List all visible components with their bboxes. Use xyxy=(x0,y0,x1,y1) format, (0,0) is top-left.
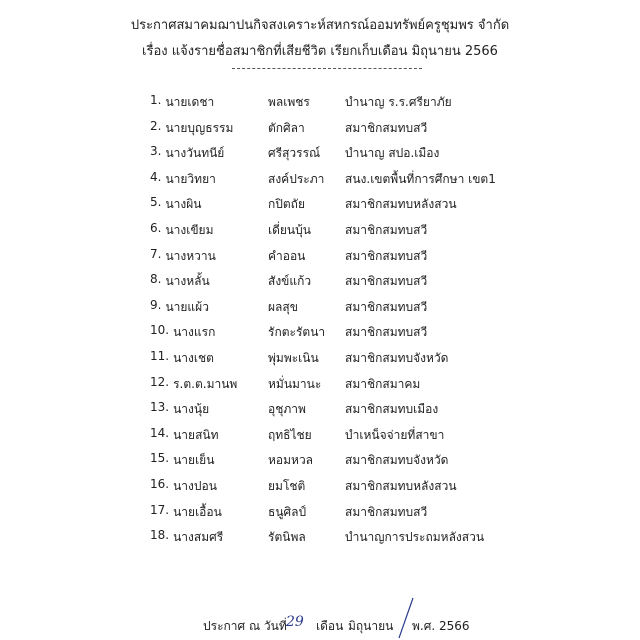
member-name: นายสนิท xyxy=(173,427,219,442)
member-unit: สมาชิกสมทบสวี xyxy=(345,248,428,263)
member-row xyxy=(0,477,640,495)
member-name: นางเชต xyxy=(173,351,214,365)
member-name: นางวันทนีย์ xyxy=(165,146,225,161)
member-name: นางหวาน xyxy=(165,248,216,263)
member-row xyxy=(0,426,640,444)
member-surname: รัตนิพล xyxy=(268,530,306,545)
member-number: 14. xyxy=(150,425,170,440)
member-unit: บำเหน็จจ่ายที่สาขา xyxy=(345,427,445,442)
member-surname: ธนูศิลป์ xyxy=(268,504,307,519)
member-row xyxy=(0,247,640,265)
member-surname: กปิตถัย xyxy=(268,197,305,212)
member-row xyxy=(0,503,640,521)
member-number: 10. xyxy=(150,323,170,338)
member-number: 18. xyxy=(150,528,170,543)
announce-month: มิถุนายน xyxy=(348,619,394,633)
member-name: นายบุญธรรม xyxy=(165,120,234,135)
member-unit: บำนาญ สปอ.เมือง xyxy=(345,146,440,161)
member-surname: สังข์แก้ว xyxy=(268,274,312,289)
announcement-footer xyxy=(0,614,640,637)
member-unit: สนง.เขตพื้นที่การศึกษา เขต1 xyxy=(345,171,496,186)
member-unit: บำนาญการประถมหลังสวน xyxy=(345,530,485,545)
member-unit: สมาชิกสมทบสวี xyxy=(345,504,428,519)
member-unit: บำนาญ ร.ร.ศรียาภัย xyxy=(345,95,452,109)
member-unit: สมาชิกสมทบเมือง xyxy=(345,402,439,417)
member-surname: เดี่ยนบุ้น xyxy=(268,223,311,237)
member-number: 16. xyxy=(150,477,170,491)
member-row xyxy=(0,451,640,469)
member-number: 7. xyxy=(150,246,162,261)
member-name: นางหลั้น xyxy=(165,274,210,289)
member-surname: ตักศิลา xyxy=(268,120,305,135)
header-line-2: เรื่อง แจ้งรายชื่อสมาชิกที่เสียชีวิต เรียกเก็บเดือน มิถุนายน 2566 xyxy=(142,44,498,59)
member-number: 2. xyxy=(150,118,162,133)
handwritten-day: 29 xyxy=(286,614,304,630)
member-unit: สมาชิกสมทบจังหวัด xyxy=(345,453,449,468)
member-name: นางผิน xyxy=(165,197,202,212)
member-unit: สมาชิกสมทบสวี xyxy=(345,299,428,314)
member-unit: สมาชิกสมทบสวี xyxy=(345,223,428,237)
member-number: 3. xyxy=(150,144,162,159)
announce-date-label: ประกาศ ณ วันที่ xyxy=(203,619,287,633)
member-name: นางปอน xyxy=(173,479,217,493)
member-surname: ศรีสุวรรณ์ xyxy=(268,146,321,161)
member-unit: สมาชิกสมทบสวี xyxy=(345,120,428,135)
member-row xyxy=(0,323,640,341)
member-number: 15. xyxy=(150,451,170,466)
member-name: นางแรก xyxy=(173,325,216,340)
member-number: 17. xyxy=(150,502,170,517)
member-number: 12. xyxy=(150,374,170,389)
member-surname: ยมโชติ xyxy=(268,479,306,493)
member-row xyxy=(0,195,640,213)
member-name: นายวิทยา xyxy=(165,171,216,186)
member-unit: สมาชิกสมทบสวี xyxy=(345,274,428,289)
member-number: 9. xyxy=(150,297,162,312)
member-row xyxy=(0,528,640,546)
member-row xyxy=(0,93,640,111)
member-number: 4. xyxy=(150,169,162,184)
member-row xyxy=(0,170,640,188)
member-row xyxy=(0,400,640,418)
member-name: นายเดชา xyxy=(165,95,215,109)
month-label: เดือน xyxy=(316,619,344,633)
member-surname: ฤทธิไชย xyxy=(268,427,312,442)
member-row xyxy=(0,272,640,290)
member-name: นายแผ้ว xyxy=(165,299,209,314)
member-row xyxy=(0,349,640,367)
member-unit: สมาชิกสมทบสวี xyxy=(345,325,428,340)
announce-year: พ.ศ. 2566 xyxy=(412,619,470,633)
member-unit: สมาชิกสมทบจังหวัด xyxy=(345,351,449,365)
member-number: 11. xyxy=(150,349,170,363)
member-surname: หอมหวล xyxy=(268,453,314,468)
member-unit: สมาชิกสมาคม xyxy=(345,376,421,391)
member-number: 5. xyxy=(150,195,162,210)
member-unit: สมาชิกสมทบหลังสวน xyxy=(345,479,457,493)
member-surname: หมั่นมานะ xyxy=(268,376,322,391)
member-row xyxy=(0,298,640,316)
member-name: นางเขียม xyxy=(165,223,214,237)
member-name: นายเอื้อน xyxy=(173,504,222,519)
member-number: 8. xyxy=(150,272,162,287)
member-surname: พุ่มพะเนิน xyxy=(268,351,319,365)
handwritten-stroke xyxy=(395,596,415,640)
header-line-1: ประกาศสมาคมฌาปนกิจสงเคราะห์สหกรณ์ออมทรัพย์ครูชุมพร จำกัด xyxy=(130,18,510,33)
member-row xyxy=(0,221,640,239)
header-divider xyxy=(232,68,422,69)
member-name: ร.ต.ต.มานพ xyxy=(173,376,238,391)
member-number: 13. xyxy=(150,400,170,415)
member-surname: อุชุภาพ xyxy=(268,402,306,417)
member-row xyxy=(0,144,640,162)
member-surname: พลเพชร xyxy=(268,95,310,109)
member-name: นายเย็น xyxy=(173,453,215,468)
member-number: 1. xyxy=(150,93,162,107)
member-unit: สมาชิกสมทบหลังสวน xyxy=(345,197,457,212)
member-number: 6. xyxy=(150,221,162,235)
member-name: นางสมศรี xyxy=(173,530,224,545)
member-surname: รักตะรัตนา xyxy=(268,325,326,340)
member-row xyxy=(0,375,640,393)
member-surname: ผลสุข xyxy=(268,299,298,314)
member-surname: คำออน xyxy=(268,248,306,263)
member-row xyxy=(0,119,640,137)
member-surname: สงค์ประภา xyxy=(268,171,325,186)
member-name: นางนุ้ย xyxy=(173,402,210,417)
